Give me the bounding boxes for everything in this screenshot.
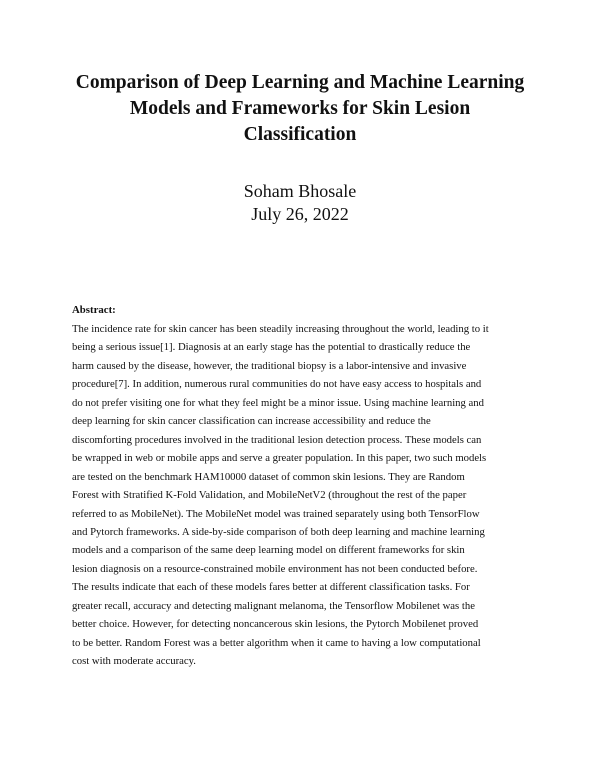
abstract-line: procedure[7]. In addition, numerous rural communities do not have easy access to hospitals and xyxy=(72,378,482,391)
abstract-line: better choice. However, for detecting noncancerous skin lesions, the Pytorch Mobilenet proved xyxy=(72,618,479,631)
abstract-line: Forest with Stratified K-Fold Validation, and MobileNetV2 (throughout the rest of the paper xyxy=(72,489,467,502)
abstract-line: be wrapped in web or mobile apps and serve a greater population. In this paper, two such models xyxy=(72,452,487,465)
abstract-line: referred to as MobileNet). The MobileNet model was trained separately using both TensorFlow xyxy=(72,507,480,520)
abstract-line: greater recall, accuracy and detecting malignant melanoma, the Tensorflow Mobilenet was the xyxy=(72,599,475,612)
abstract-line: cost with moderate accuracy. xyxy=(72,655,196,668)
abstract-line: harm caused by the disease, however, the traditional biopsy is a labor-intensive and invasive xyxy=(72,359,467,372)
abstract-line: The results indicate that each of these models fares better at different classification tasks. For xyxy=(72,581,470,594)
abstract-heading: Abstract: xyxy=(72,304,116,316)
abstract-line: deep learning for skin cancer classification can increase accessibility and reduce the xyxy=(72,415,431,428)
abstract-line: The incidence rate for skin cancer has been steadily increasing throughout the world, leading to it xyxy=(72,323,489,335)
author-name: Soham Bhosale xyxy=(243,181,357,201)
abstract-line: do not prefer visiting one for what they feel might be a minor issue. Using machine learning and xyxy=(72,396,484,409)
abstract-line: being a serious issue[1]. Diagnosis at an early stage has the potential to drastically reduce the xyxy=(72,341,471,354)
title-line: Models and Frameworks for Skin Lesion xyxy=(129,98,471,119)
title-line: Classification xyxy=(243,124,357,145)
paper-title xyxy=(60,70,540,148)
abstract-line: and Pytorch frameworks. A side-by-side comparison of both deep learning and machine learning xyxy=(72,525,485,538)
abstract-line: discomforting procedures involved in the traditional lesion detection process. These models can xyxy=(72,433,482,446)
title-line: Comparison of Deep Learning and Machine Learning xyxy=(75,72,525,93)
abstract-line: lesion diagnosis on a resource-constrained mobile environment has not been conducted before. xyxy=(72,562,478,575)
abstract-line: to be better. Random Forest was a better algorithm when it came to having a low computational xyxy=(72,636,481,649)
abstract-line: are tested on the benchmark HAM10000 dataset of common skin lesions. They are Random xyxy=(72,470,465,483)
publication-date: July 26, 2022 xyxy=(251,204,349,224)
abstract-line: models and a comparison of the same deep learning model on different frameworks for skin xyxy=(72,544,465,557)
abstract-body xyxy=(72,320,532,671)
